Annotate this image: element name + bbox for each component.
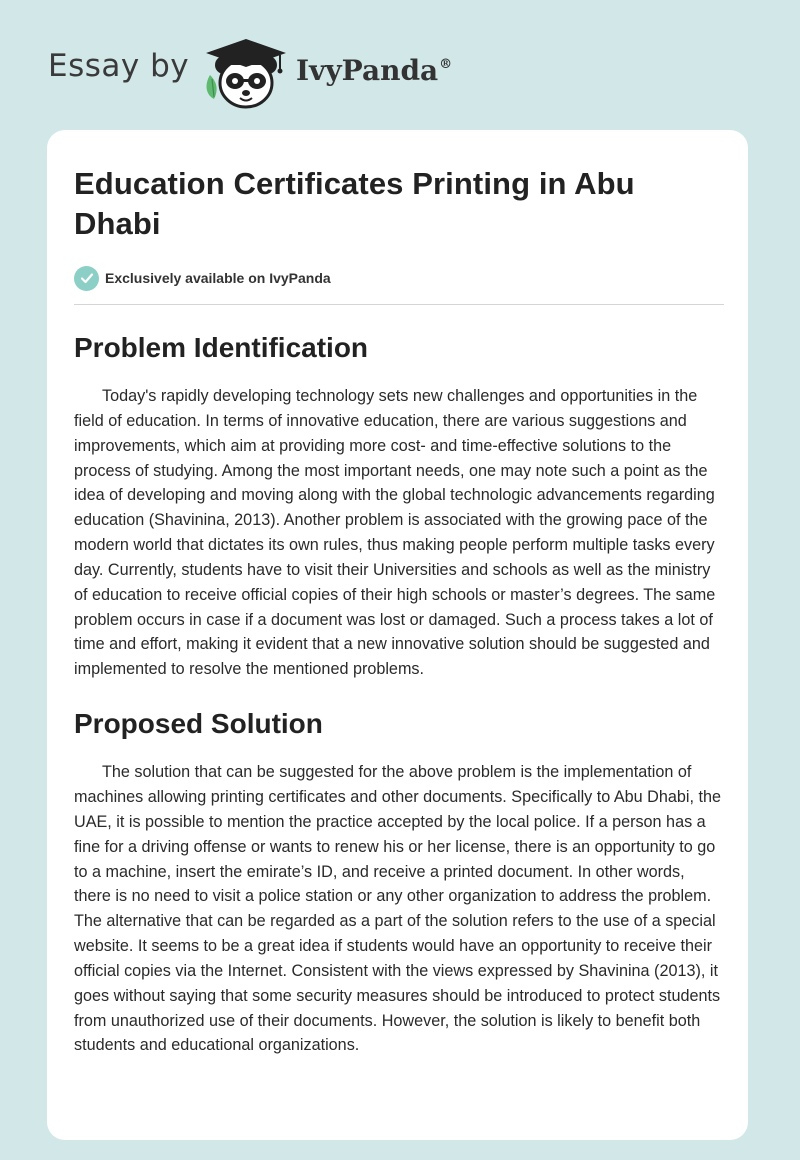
section-body-solution: The solution that can be suggested for the above problem is the implementation of machines allowing printing certificates and other documents. Specifically to Abu Dhabi, the UAE, it is possible to mention the practice accepted by the local police. If a person has a fine for a driving offense or wants to renew his or her license, there is an opportunity to go to a machine, insert the emirate’s ID, and receive a printed document. In other words, there is no need to visit a police station or any other organization to address the problem. The alternative that can be regarded as a part of the solution refers to the use of a special website. It seems to be a great idea if students would have an opportunity to receive their official copies via the Internet. Consistent with the views expressed by Shavinina (2013), it goes without saying that some security measures should be introduced to protect students from unauthorized use of their documents. However, the solution is likely to benefit both students and educational organizations. [74, 763, 721, 1055]
panda-graduate-icon [200, 35, 292, 111]
section-heading-problem: Problem Identification [74, 332, 369, 363]
page-title: Education Certificates Printing in Abu Dhabi [74, 166, 635, 241]
check-circle-icon [74, 266, 99, 291]
essay-by-label: Essay by [48, 48, 190, 84]
section-body-problem: Today's rapidly developing technology sets new challenges and opportunities in the field of education. In terms of innovative education, there are various suggestions and improvements, which aim at providing more cost- and time-effective solutions to the process of studying. Among the most important needs, one may note such a point as the idea of developing and moving along with the global technologic advancements regarding education (Shavinina, 2013). Another problem is associated with the growing pace of the modern world that dictates its own rules, thus making people perform multiple tasks every day. Currently, students have to visit their Universities and schools as well as the ministry of education to receive official copies of their high schools or master’s degrees. The same problem occurs in case if a document was lost or damaged. Such a process takes a lot of time and effort, making it evident that a new innovative solution should be suggested and implemented to resolve the mentioned problems. [74, 387, 716, 679]
exclusive-badge [74, 264, 724, 292]
site-header [0, 0, 800, 130]
essay-card [47, 130, 748, 1140]
divider [74, 304, 724, 305]
section-heading-solution: Proposed Solution [74, 708, 323, 740]
badge-label: Exclusively available on IvyPanda [105, 270, 331, 286]
brand-logo-text[interactable]: IvyPanda® [296, 54, 453, 87]
